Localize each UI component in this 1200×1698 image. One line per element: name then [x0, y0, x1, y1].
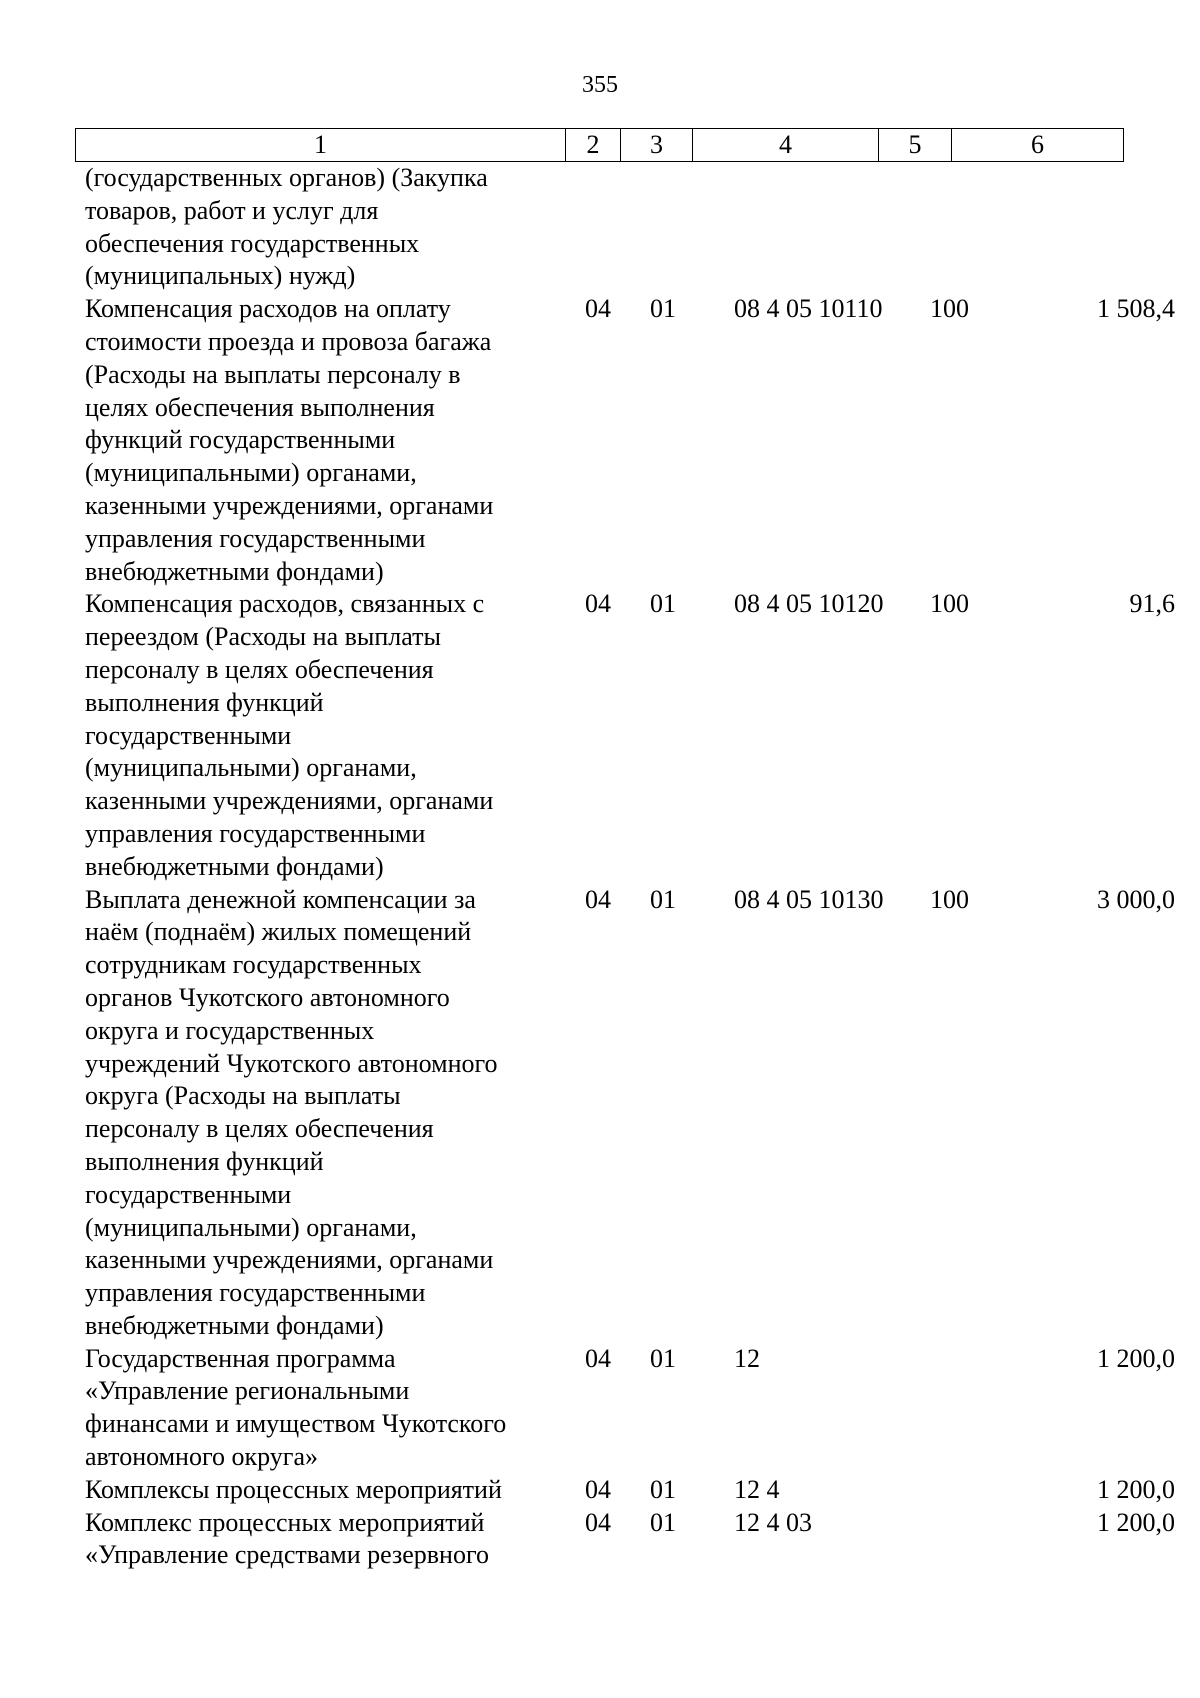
table-row — [75, 1507, 1185, 1573]
header-row — [76, 129, 1124, 162]
row-name-line: (государственных органов) (Закупка — [85, 163, 488, 192]
row-name-line: управления государственными — [85, 523, 426, 553]
header-cell-2: 2 — [566, 129, 621, 162]
section-code-cell — [575, 162, 640, 293]
row-name-line: Компенсация расходов на оплату — [85, 294, 451, 324]
amount-cell: 1 508,4 — [1097, 294, 1175, 324]
table-row — [75, 884, 1185, 1343]
row-name-cell — [75, 1507, 575, 1573]
header-cell-3: 3 — [621, 129, 693, 162]
row-name-line: персоналу в целях обеспечения — [85, 654, 434, 684]
amount-cell: 1 200,0 — [1097, 1507, 1175, 1537]
row-name-line: Государственная программа — [85, 1343, 396, 1373]
row-name-line: стоимости проезда и провоза багажа — [85, 326, 492, 356]
row-name-line: казенными учреждениями, органами — [85, 490, 494, 520]
header-cell-5: 5 — [879, 129, 952, 162]
row-name-line: Комплекс процессных мероприятий — [85, 1507, 485, 1537]
amount-cell: 1 200,0 — [1097, 1474, 1175, 1504]
target-article-cell: 12 4 03 — [734, 1507, 812, 1537]
section-code-cell: 04 — [585, 884, 611, 914]
row-name-line: управления государственными — [85, 1278, 426, 1308]
expense-type-cell — [920, 1474, 1003, 1507]
expense-type-cell — [920, 1507, 1003, 1573]
row-name-line: сотрудникам государственных — [85, 950, 422, 980]
row-name-line: округа (Расходы на выплаты — [85, 1081, 401, 1111]
row-name-line: финансами и имуществом Чукотского — [85, 1409, 507, 1439]
row-name-line: автономного округа» — [85, 1442, 318, 1472]
amount-cell: 3 000,0 — [1097, 884, 1175, 914]
subsection-code-cell — [640, 162, 722, 293]
row-name-line: управления государственными — [85, 818, 426, 848]
row-name-line: выполнения функций — [85, 687, 324, 717]
row-name-line: выполнения функций — [85, 1146, 324, 1176]
subsection-code-cell: 01 — [650, 884, 676, 914]
row-name-line: наём (поднаём) жилых помещений — [85, 917, 472, 947]
target-article-cell: 12 4 — [734, 1474, 780, 1504]
row-name-line: органов Чукотского автономного — [85, 982, 450, 1012]
row-name-line: (муниципальными) органами, — [85, 458, 417, 488]
target-article-cell — [722, 162, 920, 293]
section-code-cell: 04 — [585, 1474, 611, 1504]
row-name-line: (муниципальных) нужд) — [85, 261, 356, 291]
row-name-line: казенными учреждениями, органами — [85, 786, 494, 816]
row-name-cell — [75, 1474, 575, 1507]
subsection-code-cell: 01 — [650, 1343, 676, 1373]
row-name-cell — [75, 162, 575, 293]
table-row — [75, 1474, 1185, 1507]
row-name-line: государственными — [85, 1179, 292, 1209]
subsection-code-cell: 01 — [650, 1507, 676, 1537]
header-cell-4: 4 — [693, 129, 879, 162]
row-name-line: внебюджетными фондами) — [85, 851, 384, 881]
target-article-cell: 08 4 05 10130 — [734, 884, 884, 914]
section-code-cell: 04 — [585, 589, 611, 619]
expense-type-cell — [920, 162, 1003, 293]
row-name-line: переездом (Расходы на выплаты — [85, 622, 441, 652]
row-name-cell — [75, 293, 575, 588]
page-number: 355 — [582, 72, 618, 98]
row-name-line: учреждений Чукотского автономного — [85, 1048, 498, 1078]
row-name-line: (Расходы на выплаты персоналу в — [85, 359, 461, 389]
row-name-line: (муниципальными) органами, — [85, 1212, 417, 1242]
row-name-line: округа и государственных — [85, 1015, 375, 1045]
row-name-line: обеспечения государственных — [85, 228, 420, 258]
target-article-cell: 08 4 05 10120 — [734, 589, 884, 619]
row-name-cell — [75, 884, 575, 1343]
row-name-line: Выплата денежной компенсации за — [85, 884, 476, 914]
table-body — [75, 162, 1185, 1572]
target-article-cell: 12 — [734, 1343, 760, 1373]
section-code-cell: 04 — [585, 1343, 611, 1373]
row-name-line: внебюджетными фондами) — [85, 1310, 384, 1340]
row-name-line: Компенсация расходов, связанных с — [85, 589, 485, 619]
table-row — [75, 162, 1185, 293]
table-row — [75, 293, 1185, 588]
header-cell-6: 6 — [952, 129, 1124, 162]
row-name-line: персоналу в целях обеспечения — [85, 1114, 434, 1144]
amount-cell: 91,6 — [1129, 589, 1175, 619]
row-name-line: функций государственными — [85, 425, 396, 455]
section-code-cell: 04 — [585, 1507, 611, 1537]
row-name-line: «Управление средствами резервного — [85, 1540, 489, 1570]
subsection-code-cell: 01 — [650, 294, 676, 324]
row-name-cell — [75, 1343, 575, 1474]
row-name-line: (муниципальными) органами, — [85, 753, 417, 783]
row-name-line: товаров, работ и услуг для — [85, 195, 379, 225]
expense-type-cell — [920, 1343, 1003, 1474]
amount-cell — [1003, 162, 1185, 293]
expense-type-cell: 100 — [930, 884, 969, 914]
row-name-line: государственными — [85, 720, 292, 750]
table-header — [75, 128, 1124, 162]
row-name-line: «Управление региональными — [85, 1376, 410, 1406]
row-name-line: казенными учреждениями, органами — [85, 1245, 494, 1275]
amount-cell: 1 200,0 — [1097, 1343, 1175, 1373]
header-cell-1: 1 — [76, 129, 566, 162]
expense-type-cell: 100 — [930, 589, 969, 619]
subsection-code-cell: 01 — [650, 1474, 676, 1504]
subsection-code-cell: 01 — [650, 589, 676, 619]
row-name-line: целях обеспечения выполнения — [85, 392, 435, 422]
row-name-line: внебюджетными фондами) — [85, 556, 384, 586]
table-row — [75, 1343, 1185, 1474]
expense-type-cell: 100 — [930, 294, 969, 324]
row-name-line: Комплексы процессных мероприятий — [85, 1474, 502, 1504]
row-name-cell — [75, 588, 575, 883]
target-article-cell: 08 4 05 10110 — [734, 294, 883, 324]
table-row — [75, 588, 1185, 883]
section-code-cell: 04 — [585, 294, 611, 324]
